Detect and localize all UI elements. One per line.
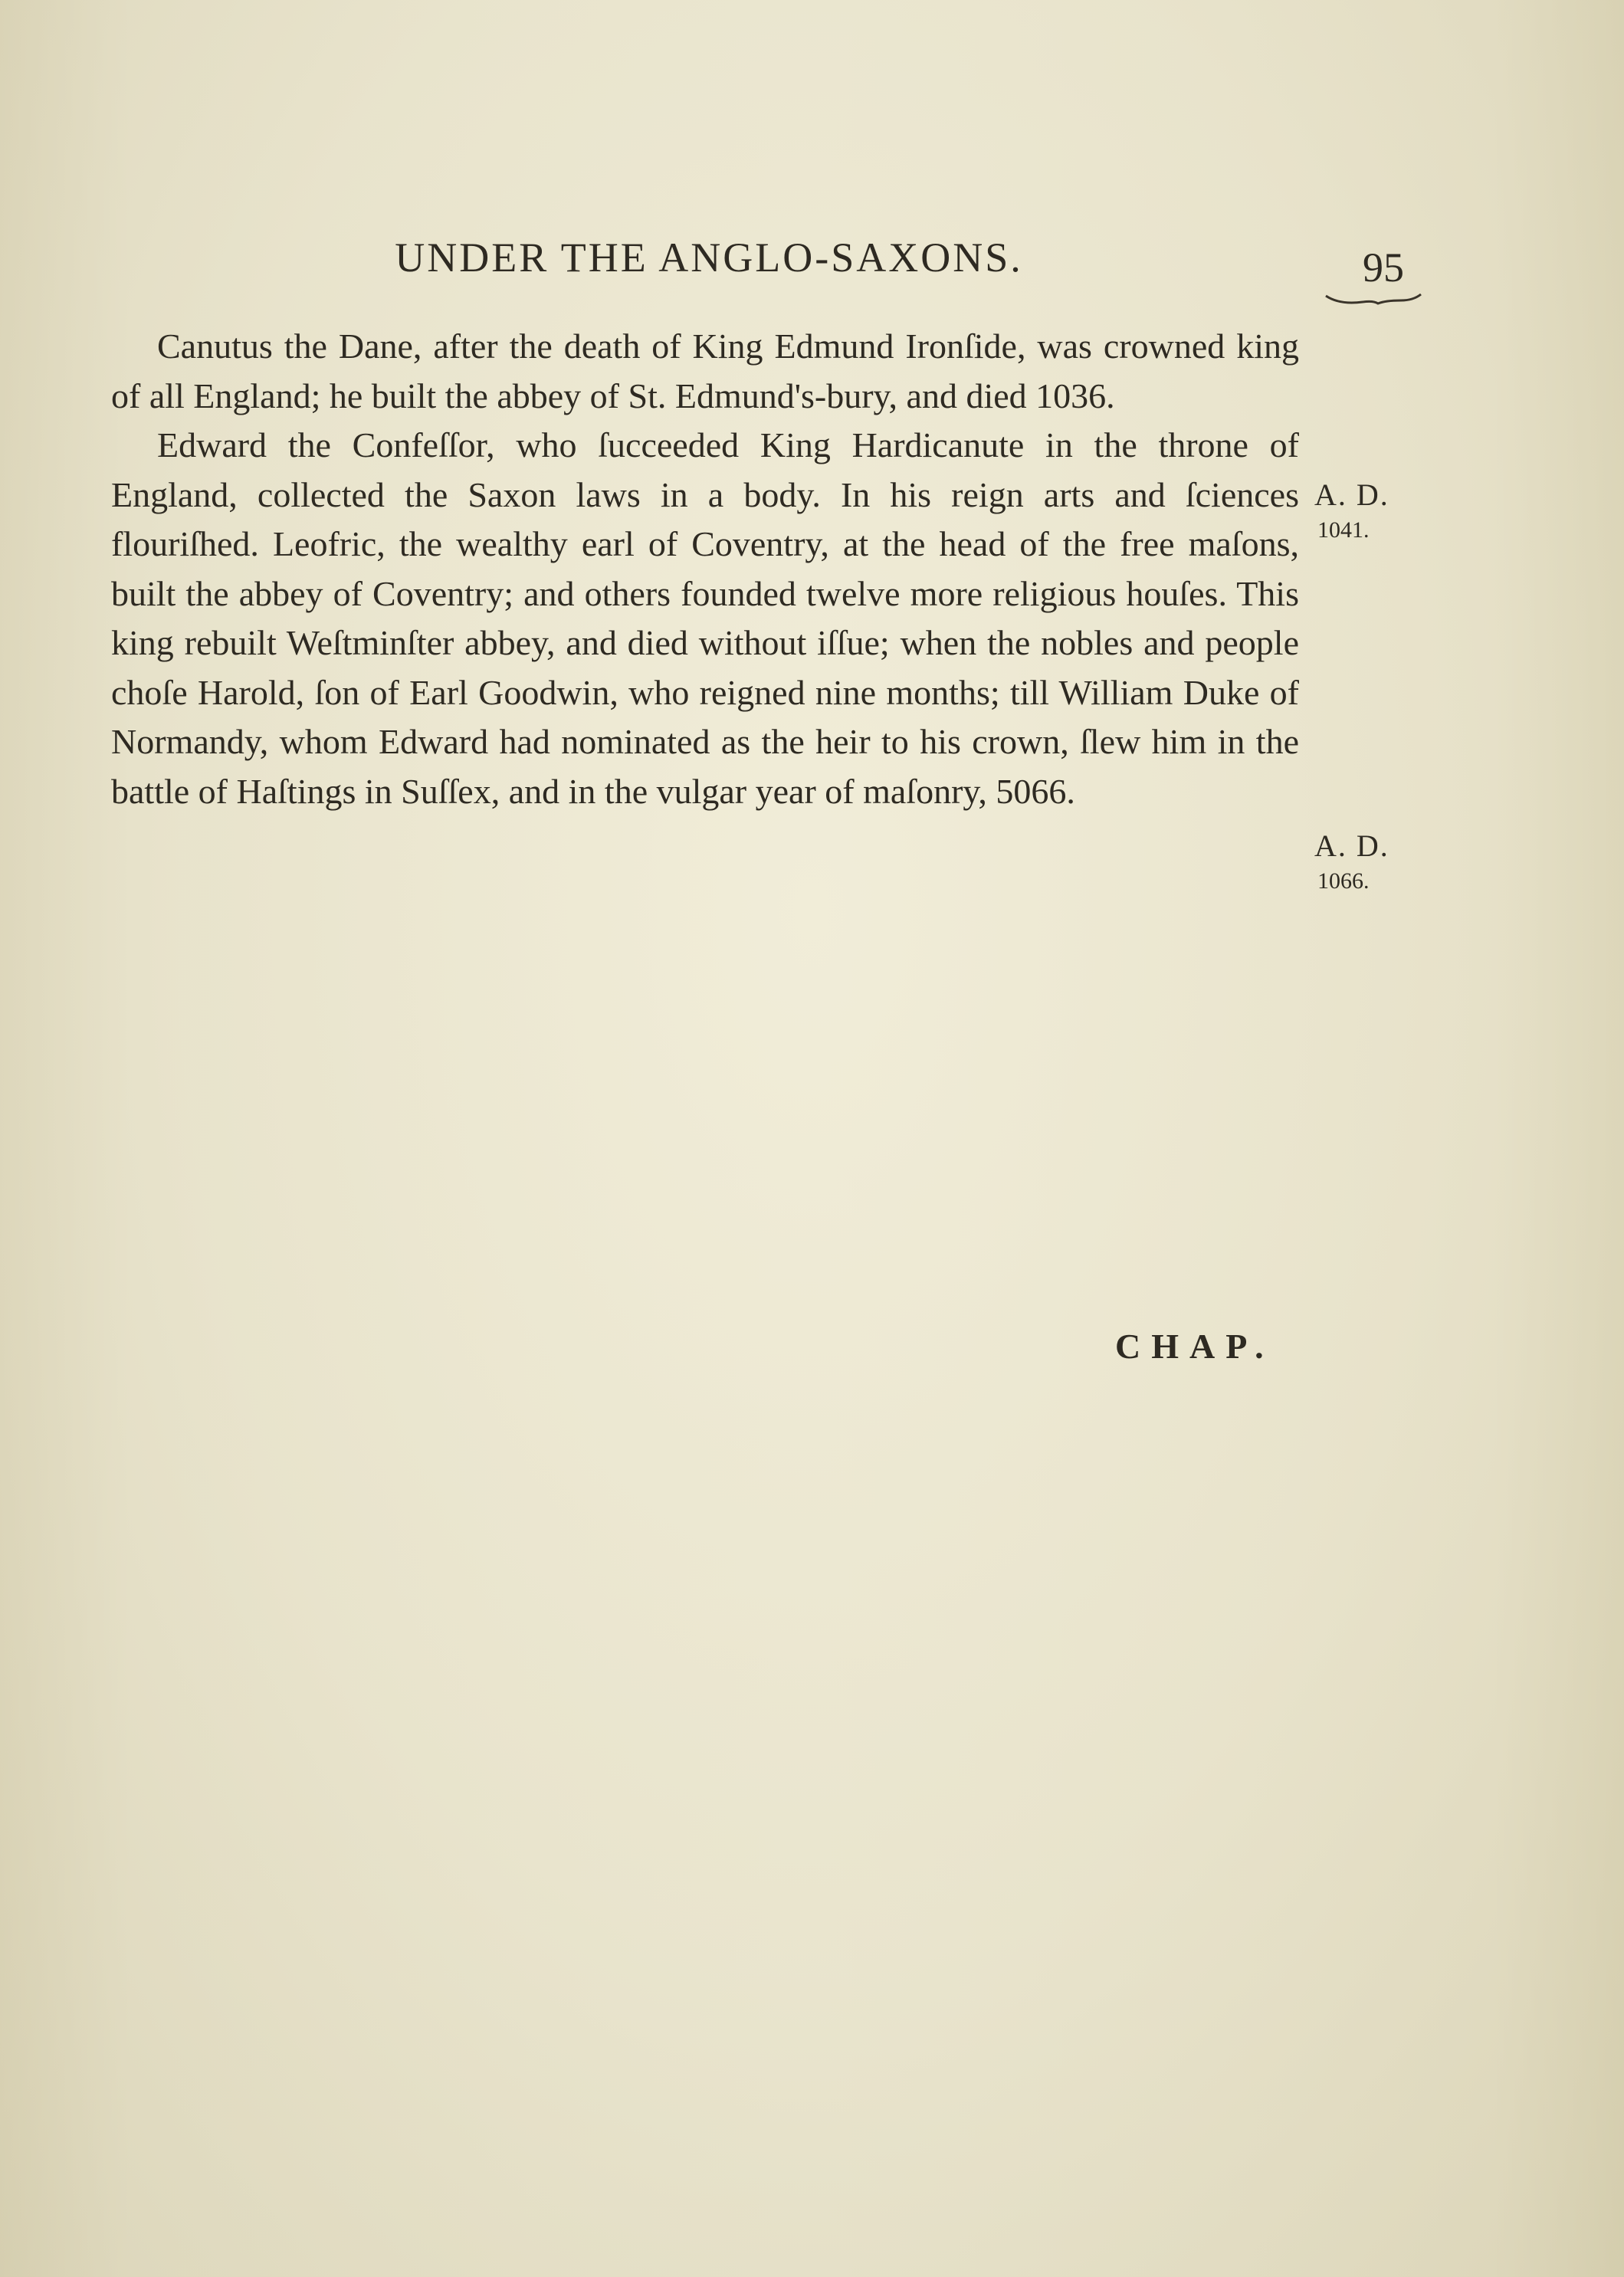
catchword: CHAP. xyxy=(1115,1327,1275,1366)
margin-note-year: 1066. xyxy=(1317,868,1370,894)
page-number-flourish-icon xyxy=(1324,291,1422,308)
body-text xyxy=(111,322,1299,816)
running-head: UNDER THE ANGLO-SAXONS. xyxy=(395,235,1023,281)
margin-note-label: A. D. xyxy=(1314,828,1389,863)
margin-note-label: A. D. xyxy=(1314,477,1389,512)
paragraph-edward: Edward the Confeſſor, who ſucceeded King Hardicanute in the throne of England, collected the Saxon laws in a body. In his reign arts and ſciences flouriſhed. Leofric, the wealthy earl of Coventry, at the head of the free maſons, built the abbey of Coventry; and others founded twelve more religious houſes. This king rebuilt Weſtminſter abbey, and died without iſſue; when the nobles and people choſe Harold, ſon of Earl Goodwin, who reigned nine months; till William Duke of Normandy, whom Edward had nominated as the heir to his crown, ſlew him in the battle of Haſtings in Suſſex, and in the vulgar year of maſonry, 5066. xyxy=(111,425,1299,811)
margin-note-1041 xyxy=(1314,477,1389,544)
paragraph-canutus: Canutus the Dane, after the death of King Edmund Ironſide, was crowned king of all England; he built the abbey of St. Edmund's-bury, and died 1036. xyxy=(111,326,1299,415)
margin-note-year: 1041. xyxy=(1317,517,1370,543)
page-number: 95 xyxy=(1363,244,1404,290)
margin-note-1066 xyxy=(1314,828,1389,895)
